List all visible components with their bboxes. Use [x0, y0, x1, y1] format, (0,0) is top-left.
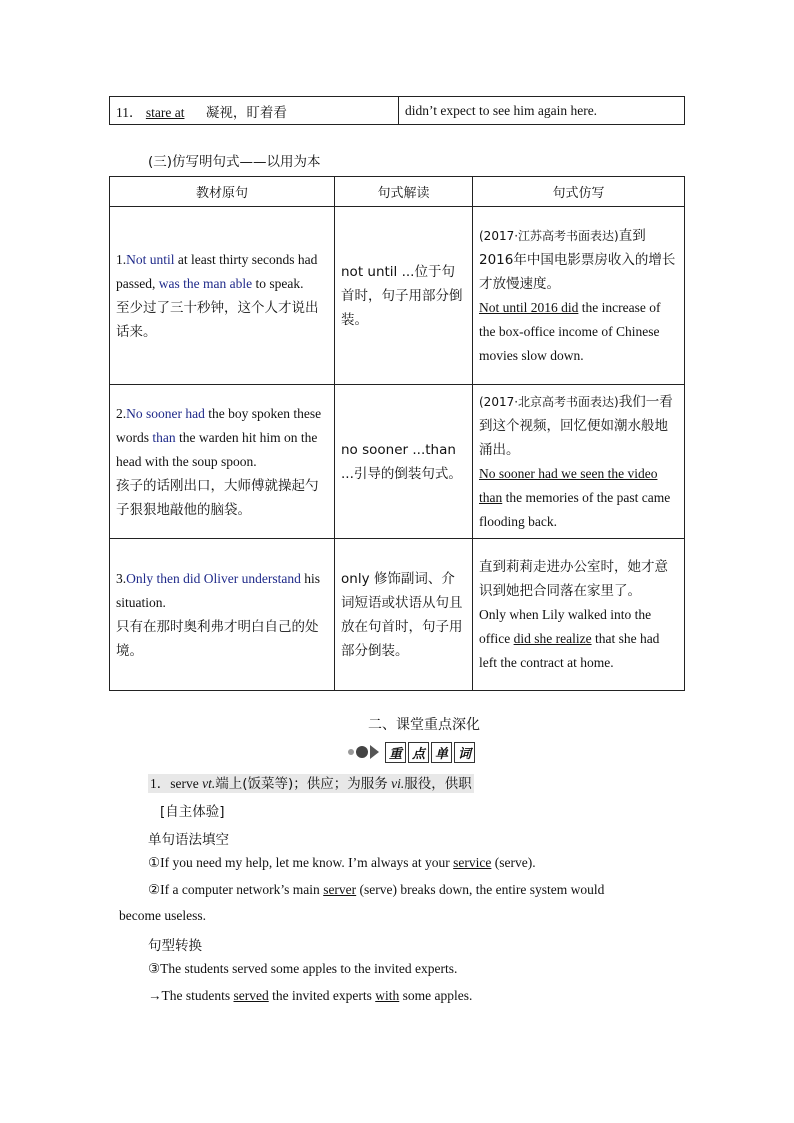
- question-text: some apples.: [399, 988, 473, 1003]
- answer-underlined: did she realize: [513, 630, 592, 646]
- question-text: (serve).: [491, 855, 536, 870]
- answer-underlined: No sooner had we seen the video than: [479, 465, 658, 505]
- table-row: [110, 385, 685, 539]
- answer-text: the increase of the box-office income of Chinese movies slow down.: [479, 299, 661, 363]
- sentence-text: the boy spoken these words: [116, 405, 322, 445]
- definition: 服役，供职: [404, 776, 472, 792]
- question-text: the invited experts: [268, 988, 376, 1003]
- source-note: (2017·北京高考书面表达): [479, 394, 619, 409]
- keyword: No sooner had: [126, 405, 205, 421]
- answer-text: Only when Lily walked into the office: [479, 606, 652, 646]
- banner-char: 单: [431, 742, 452, 763]
- arrow-icon: [370, 745, 379, 759]
- item-number: 11．: [116, 104, 143, 120]
- table-row: [110, 207, 685, 385]
- top-table-row: [109, 96, 685, 125]
- sentence-text: his situation.: [116, 570, 320, 610]
- question-2-continued: become useless.: [119, 908, 206, 923]
- answer: served: [233, 988, 269, 1003]
- keyword: was the man able: [158, 275, 253, 291]
- keyword: Only then did Oliver understand: [126, 570, 301, 586]
- part-of-speech: vi.: [391, 776, 405, 791]
- question-3-answer: [148, 988, 472, 1004]
- question-1: [148, 855, 536, 871]
- row-number: 2.: [116, 405, 127, 421]
- sentence-text: to speak.: [252, 275, 304, 291]
- imitation-cell: [473, 207, 685, 385]
- question-text: ②If a computer network’s main: [148, 882, 324, 897]
- original-sentence-cell: [110, 539, 335, 691]
- banner-char: 点: [408, 742, 429, 763]
- dot-icon: [356, 746, 368, 758]
- top-left-cell: [110, 97, 399, 125]
- header-original: 教材原句: [110, 177, 335, 207]
- phrase: stare at: [145, 104, 185, 120]
- task-chinese: 直到2016年中国电影票房收入的增长才放慢速度。: [479, 227, 676, 292]
- analysis-cell: not until ...位于句首时，句子用部分倒装。: [335, 207, 473, 385]
- part-of-speech: vt.: [202, 776, 216, 791]
- definition: 端上(饭菜等)；供应；为服务: [215, 776, 388, 792]
- answer: with: [375, 988, 400, 1003]
- answer-underlined: Not until 2016 did: [479, 299, 579, 315]
- imitation-cell: [473, 385, 685, 539]
- example-sentence: didn’t expect to see him again here.: [405, 102, 598, 118]
- original-sentence-cell: [110, 207, 335, 385]
- subsection-fill-blank: 单句语法填空: [148, 832, 229, 848]
- sentence-table: [109, 176, 685, 691]
- sentence-text: the warden hit him on the head with the soup spoon.: [116, 429, 318, 469]
- self-experience-label: [自主体验]: [160, 804, 225, 820]
- row-number: 1.: [116, 251, 127, 267]
- keyword: than: [152, 429, 176, 445]
- question-3: ③The students served some apples to the invited experts.: [148, 961, 458, 976]
- source-note: (2017·江苏高考书面表达): [479, 228, 619, 243]
- table-row: [110, 539, 685, 691]
- key-words-banner: [348, 742, 477, 762]
- banner-char: 重: [385, 742, 406, 763]
- phrase-meaning: 凝视，盯着看: [205, 104, 287, 121]
- row-number: 3.: [116, 570, 127, 586]
- sentence-text: at least thirty seconds had passed,: [116, 251, 318, 291]
- vocab-word: serve: [170, 776, 199, 791]
- answer: service: [453, 855, 492, 870]
- keyword: Not until: [126, 251, 175, 267]
- answer-text: the memories of the past came flooding back.: [479, 489, 671, 529]
- question-text: (serve) breaks down, the entire system would: [356, 882, 605, 897]
- vocab-number: 1．: [150, 776, 171, 791]
- header-imitation: 句式仿写: [473, 177, 685, 207]
- banner-char: 词: [454, 742, 475, 763]
- question-text: →The students: [148, 988, 234, 1003]
- section-title: 二、课堂重点深化: [368, 717, 480, 733]
- task-chinese: 直到莉莉走进办公室时，她才意识到她把合同落在家里了。: [479, 558, 668, 599]
- answer-text: that she had left the contract at home.: [479, 630, 660, 670]
- question-2: [148, 882, 604, 898]
- subsection-transform: 句型转换: [148, 938, 202, 954]
- answer: server: [323, 882, 357, 897]
- dot-icon: [348, 749, 354, 755]
- analysis-cell: no sooner ...than ...引导的倒装句式。: [335, 385, 473, 539]
- original-sentence-cell: [110, 385, 335, 539]
- top-right-cell: [399, 97, 685, 125]
- imitation-cell: [473, 539, 685, 691]
- chinese-translation: 孩子的话刚出口，大师傅就操起勺子狠狠地敲他的脑袋。: [116, 477, 319, 518]
- vocab-heading-highlight: [148, 774, 474, 793]
- chinese-translation: 只有在那时奥利弗才明白自己的处境。: [116, 618, 319, 659]
- section3-title: (三)仿写明句式——以用为本: [148, 154, 321, 170]
- chinese-translation: 至少过了三十秒钟，这个人才说出话来。: [116, 299, 319, 340]
- analysis-cell: only 修饰副词、介词短语或状语从句且放在句首时，句子用部分倒装。: [335, 539, 473, 691]
- header-analysis: 句式解读: [335, 177, 473, 207]
- task-chinese: 我们一看到这个视频，回忆便如潮水般地涌出。: [479, 393, 673, 458]
- vocab-heading: [148, 772, 474, 792]
- question-text: ①If you need my help, let me know. I’m always at your: [148, 855, 454, 870]
